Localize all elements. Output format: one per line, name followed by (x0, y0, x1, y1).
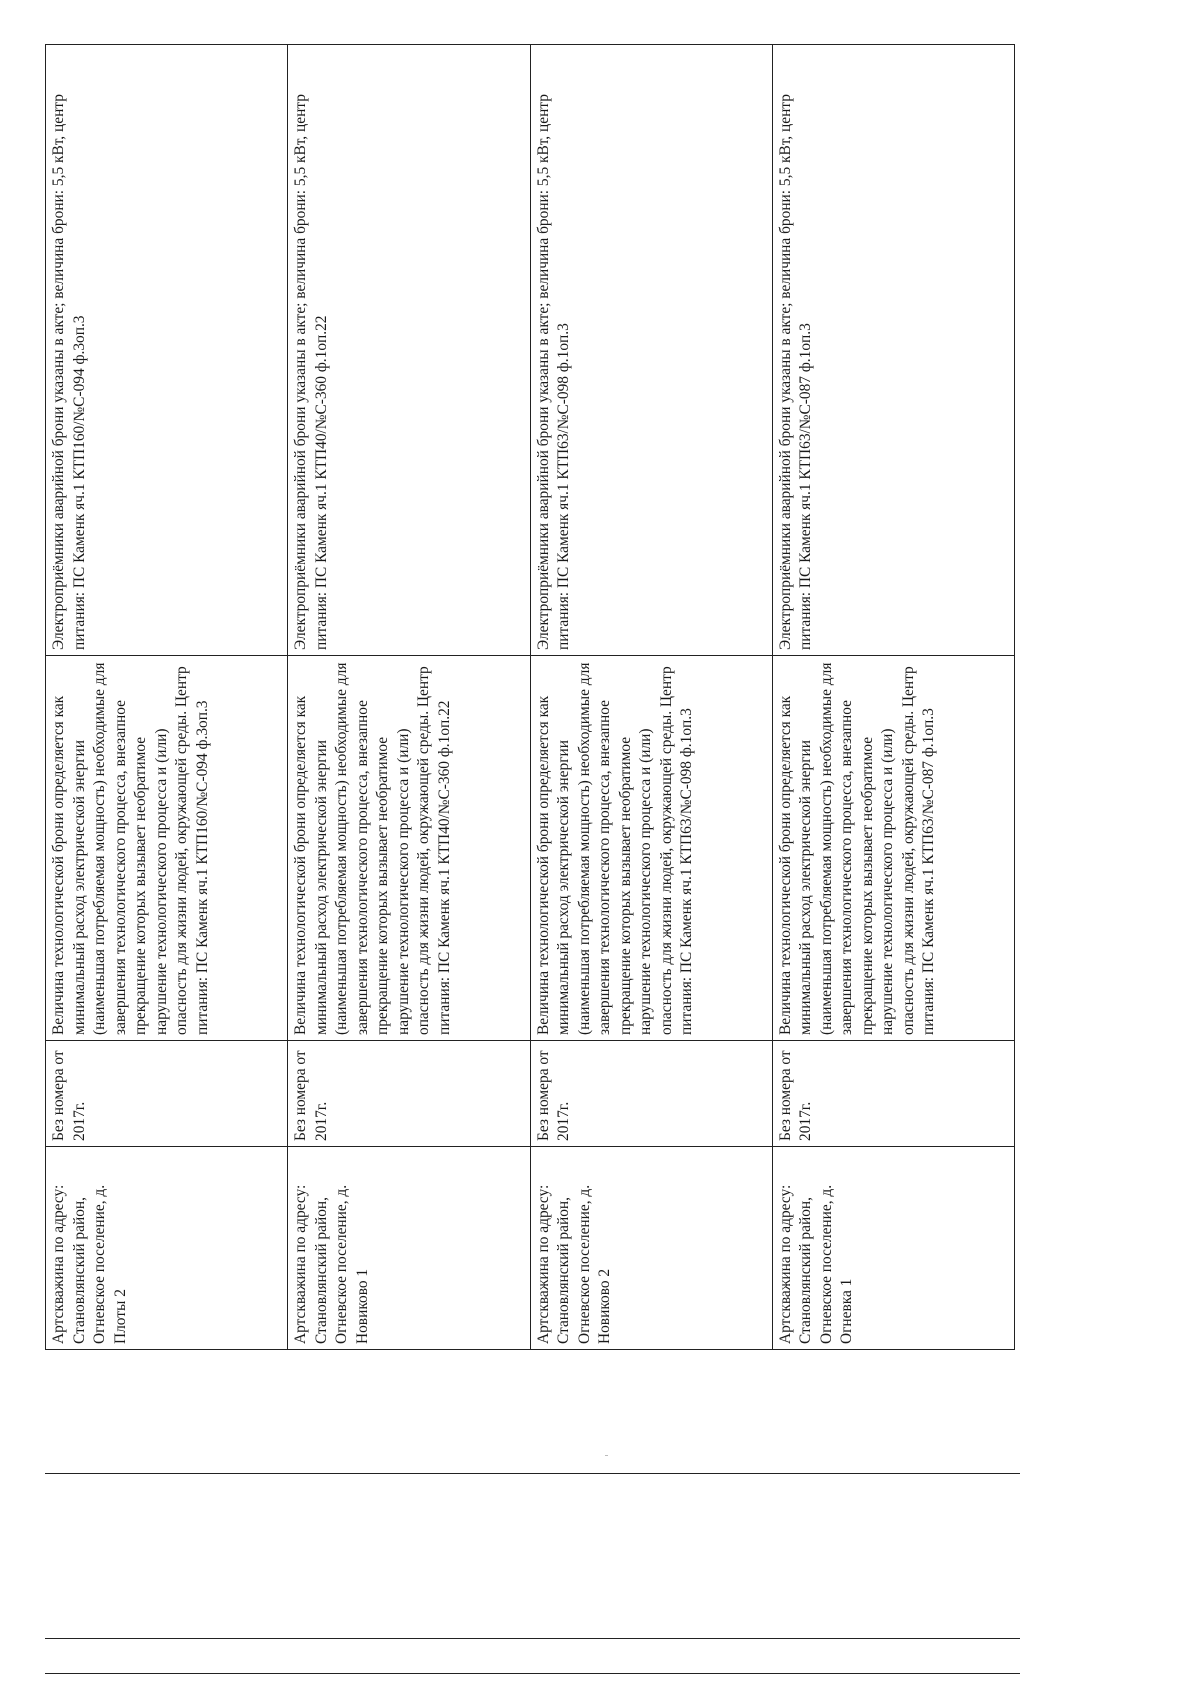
object-address-cell: Артскважина по адресу: Становлянский район, Огневское поселение, д. Плоты 2 (46, 1147, 288, 1350)
technological-reserve-cell: Величина технологической брони определяется как минимальный расход электрической энергии (наименьшая потребляемая мощность) необходимые для завершения технологического процесса, внезапное прекращение которых вызывает необратимое нарушение технологического процесса и (или) опасность для жизни людей, окружающей среды. Центр питания: ПС Каменк яч.1 КТП40/№С-360 ф.1оп.22 (288, 656, 530, 1041)
act-reference-cell: Без номера от 2017г. (288, 1041, 530, 1147)
table-row (288, 45, 530, 1350)
emergency-reserve-cell: Электроприёмники аварийной брони указаны в акте; величина брони: 5,5 кВт, центр питания: ПС Каменк яч.1 КТП63/№С-087 ф.1оп.3 (772, 45, 1014, 656)
act-reference-cell: Без номера от 2017г. (46, 1041, 288, 1147)
table-row (772, 45, 1014, 1350)
emergency-reserve-cell: Электроприёмники аварийной брони указаны в акте; величина брони: 5,5 кВт, центр питания: ПС Каменк яч.1 КТП63/№С-098 ф.1оп.3 (530, 45, 772, 656)
rotated-table-wrapper (45, 45, 1015, 1350)
emergency-reserve-cell: Электроприёмники аварийной брони указаны в акте; величина брони: 5,5 кВт, центр питания: ПС Каменк яч.1 КТП40/№С-360 ф.1оп.22 (288, 45, 530, 656)
technological-reserve-cell: Величина технологической брони определяется как минимальный расход электрической энергии (наименьшая потребляемая мощность) необходимые для завершения технологического процесса, внезапное прекращение которых вызывает необратимое нарушение технологического процесса и (или) опасность для жизни людей, окружающей среды. Центр питания: ПС Каменк яч.1 КТП63/№С-087 ф.1оп.3 (772, 656, 1014, 1041)
divider-line (45, 1673, 1020, 1674)
technological-reserve-cell: Величина технологической брони определяется как минимальный расход электрической энергии (наименьшая потребляемая мощность) необходимые для завершения технологического процесса, внезапное прекращение которых вызывает необратимое нарушение технологического процесса и (или) опасность для жизни людей, окружающей среды. Центр питания: ПС Каменк яч.1 КТП160/№С-094 ф.3оп.3 (46, 656, 288, 1041)
divider-line (45, 1638, 1020, 1639)
table-row (530, 45, 772, 1350)
technological-reserve-cell: Величина технологической брони определяется как минимальный расход электрической энергии (наименьшая потребляемая мощность) необходимые для завершения технологического процесса, внезапное прекращение которых вызывает необратимое нарушение технологического процесса и (или) опасность для жизни людей, окружающей среды. Центр питания: ПС Каменк яч.1 КТП63/№С-098 ф.1оп.3 (530, 656, 772, 1041)
object-address-cell: Артскважина по адресу: Становлянский район, Огневское поселение, д. Огневка 1 (772, 1147, 1014, 1350)
divider-line (45, 1473, 1020, 1474)
table-row (46, 45, 288, 1350)
act-reference-cell: Без номера от 2017г. (530, 1041, 772, 1147)
emergency-reserve-cell: Электроприёмники аварийной брони указаны в акте; величина брони: 5,5 кВт, центр питания: ПС Каменк яч.1 КТП160/№С-094 ф.3оп.3 (46, 45, 288, 656)
object-address-cell: Артскважина по адресу: Становлянский район, Огневское поселение, д. Новиково 1 (288, 1147, 530, 1350)
act-reference-cell: Без номера от 2017г. (772, 1041, 1014, 1147)
reservation-table (45, 44, 1015, 1350)
scan-speck (605, 1455, 608, 1456)
object-address-cell: Артскважина по адресу: Становлянский район, Огневское поселение, д. Новиково 2 (530, 1147, 772, 1350)
